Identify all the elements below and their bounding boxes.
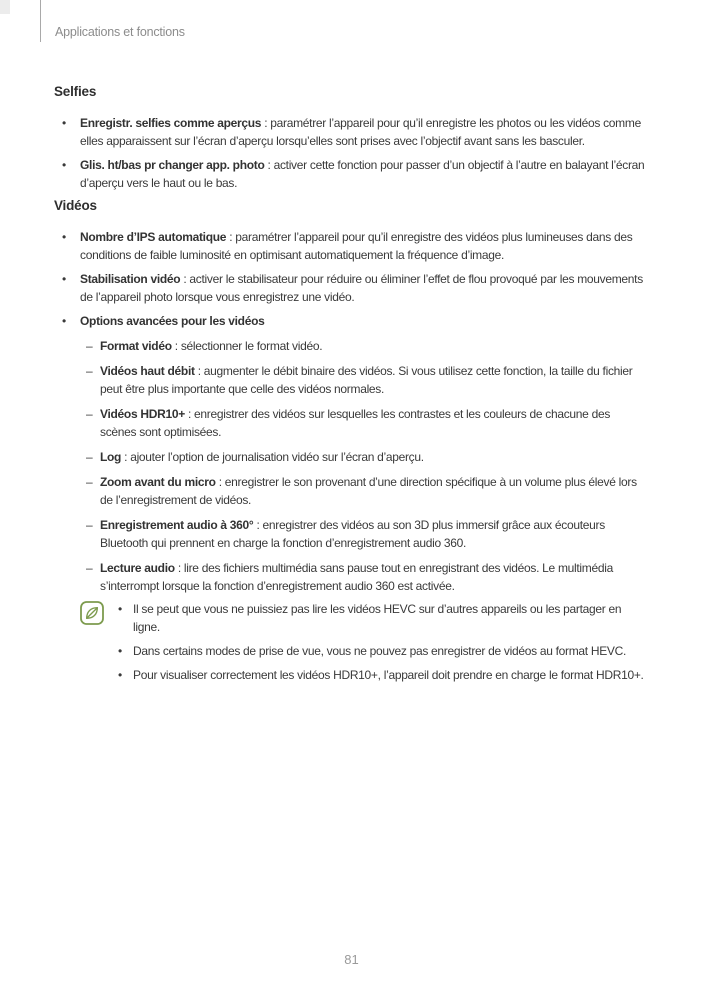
sub-list-item: [80, 473, 649, 509]
note-block: [54, 600, 649, 690]
item-label: Nombre d’IPS automatique: [80, 230, 227, 244]
note-item: [112, 642, 649, 660]
list-item-text: [80, 312, 649, 330]
item-description: : sélectionner le format vidéo.: [171, 339, 323, 353]
item-description: : paramétrer l’appareil pour qu’il enregistre les photos ou les vidéos comme elles apparaissent sur l’écran d’aperçu lorsqu’elles sont prises avec l’objectif avant sans les basculer.: [80, 116, 641, 148]
sub-item-text: [100, 405, 649, 441]
bullet-dot: •: [118, 602, 122, 616]
dash-marker: –: [86, 364, 93, 378]
item-description: : paramétrer l’appareil pour qu’il enregistre des vidéos plus lumineuses dans des conditions de faible luminosité en optimisant automatiquement la fréquence d’image.: [80, 230, 633, 262]
dash-marker: –: [86, 339, 93, 353]
item-label: Enregistr. selfies comme aperçus: [80, 116, 262, 130]
page-number: 81: [344, 952, 359, 967]
item-description: : enregistrer des vidéos au son 3D plus immersif grâce aux écouteurs Bluetooth qui prennent en charge la fonction d’enregistrement audio 360.: [100, 518, 605, 550]
section-title-selfies: Selfies: [54, 84, 97, 99]
list-item: [54, 114, 649, 150]
sub-item-text: [100, 362, 649, 398]
bullet-dot: •: [62, 230, 66, 244]
sub-list-item: [80, 362, 649, 398]
bullet-dot: •: [62, 314, 66, 328]
advanced-video-options-list: [80, 337, 649, 595]
item-label: Lecture audio: [100, 561, 175, 575]
bullet-dot: •: [118, 668, 122, 682]
header-divider-line: [40, 0, 41, 42]
note-item-text: Il se peut que vous ne puissiez pas lire les vidéos HEVC sur d’autres appareils ou les partager en ligne.: [133, 602, 622, 634]
list-item: [54, 156, 649, 192]
videos-list: [54, 228, 649, 602]
bullet-dot: •: [62, 272, 66, 286]
item-label: Zoom avant du micro: [100, 475, 216, 489]
sub-item-text: [100, 448, 649, 466]
note-item-text: Pour visualiser correctement les vidéos HDR10+, l’appareil doit prendre en charge le format HDR10+.: [133, 668, 644, 682]
page-corner-artifact: [0, 0, 10, 14]
sub-item-text: [100, 337, 649, 355]
item-description: : activer cette fonction pour passer d’un objectif à l’autre en balayant l’écran d’aperçu vers le haut ou le bas.: [80, 158, 645, 190]
item-description: : enregistrer le son provenant d’une direction spécifique à un volume plus élevé lors de l’enregistrement de vidéos.: [100, 475, 637, 507]
page-content: [54, 84, 649, 690]
item-label: Vidéos haut débit: [100, 364, 195, 378]
item-label: Glis. ht/bas pr changer app. photo: [80, 158, 265, 172]
item-label: Vidéos HDR10+: [100, 407, 185, 421]
item-description: : activer le stabilisateur pour réduire ou éliminer l’effet de flou provoqué par les mouvements de l’appareil photo lorsque vous enregistrez une vidéo.: [80, 272, 643, 304]
sub-list-item: [80, 559, 649, 595]
bullet-dot: •: [62, 158, 66, 172]
sub-list-item: [80, 337, 649, 355]
dash-marker: –: [86, 561, 93, 575]
sub-list-item: [80, 448, 649, 466]
item-description: : enregistrer des vidéos sur lesquelles les contrastes et les couleurs de chacune des scènes sont optimisées.: [100, 407, 611, 439]
dash-marker: –: [86, 407, 93, 421]
sub-item-text: [100, 559, 649, 595]
section-title-videos: Vidéos: [54, 198, 97, 213]
item-description: : lire des fichiers multimédia sans pause tout en enregistrant des vidéos. Le multimédia s’interrompt lorsque la fonction d’enregistrement audio 360 est activée.: [100, 561, 613, 593]
chapter-title: Applications et fonctions: [55, 25, 185, 39]
list-item: [54, 270, 649, 306]
bullet-dot: •: [62, 116, 66, 130]
note-list: [112, 600, 649, 690]
dash-marker: –: [86, 450, 93, 464]
note-item: [112, 600, 649, 636]
list-item-text: [80, 228, 649, 264]
item-label: Stabilisation vidéo: [80, 272, 181, 286]
selfies-list: [54, 114, 649, 192]
sub-item-text: [100, 516, 649, 552]
note-item-text: Dans certains modes de prise de vue, vous ne pouvez pas enregistrer de vidéos au format HEVC.: [133, 644, 627, 658]
item-label: Enregistrement audio à 360°: [100, 518, 254, 532]
list-item: [54, 312, 649, 602]
item-label: Format vidéo: [100, 339, 172, 353]
sub-list-item: [80, 516, 649, 552]
note-item: [112, 666, 649, 684]
list-item-text: [80, 114, 649, 150]
dash-marker: –: [86, 518, 93, 532]
item-description: : augmenter le débit binaire des vidéos. Si vous utilisez cette fonction, la taille du fichier peut être plus importante que celle des vidéos normales.: [100, 364, 633, 396]
list-item: [54, 228, 649, 264]
sub-item-text: [100, 473, 649, 509]
list-item-text: [80, 156, 649, 192]
item-label: Log: [100, 450, 122, 464]
note-leaf-icon: [80, 601, 104, 625]
dash-marker: –: [86, 475, 93, 489]
list-item-text: [80, 270, 649, 306]
item-label: Options avancées pour les vidéos: [80, 314, 265, 328]
item-description: : ajouter l’option de journalisation vidéo sur l’écran d’aperçu.: [121, 450, 424, 464]
bullet-dot: •: [118, 644, 122, 658]
sub-list-item: [80, 405, 649, 441]
